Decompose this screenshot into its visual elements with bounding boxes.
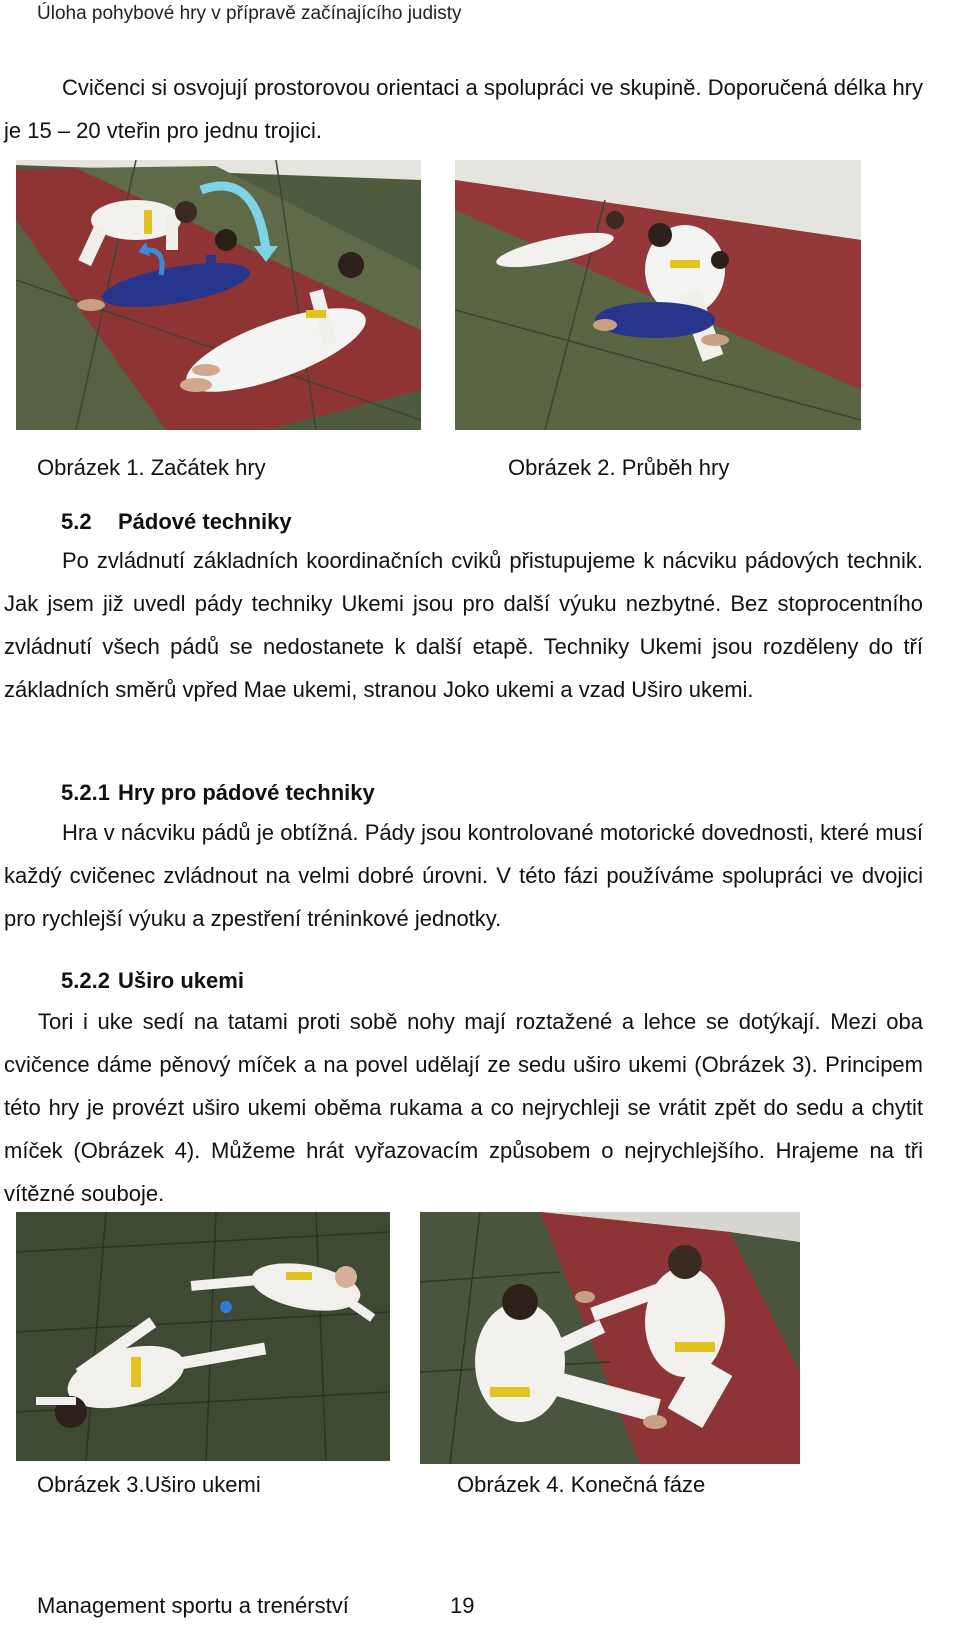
figure-1-photo: [16, 160, 421, 430]
section-5-2-1-title: Hry pro pádové techniky: [118, 780, 375, 805]
photo-judo-two-lying-on-back: [16, 1212, 390, 1461]
figure-2-photo: [455, 160, 861, 430]
figure-2-caption: Obrázek 2. Průběh hry: [508, 455, 730, 480]
photo-judo-children-rolling: [455, 160, 861, 430]
section-5-2-2-number: 5.2.2: [61, 968, 110, 993]
section-5-2-number: 5.2: [61, 509, 92, 534]
running-header: Úloha pohybové hry v přípravě začínajícího judisty: [37, 3, 462, 24]
figure-1-caption: Obrázek 1. Začátek hry: [37, 455, 266, 480]
figure-3-photo: [16, 1212, 390, 1461]
section-5-2-title: Pádové techniky: [118, 509, 292, 534]
photo-judo-three-children-crawling: [16, 160, 421, 430]
footer-text: Management sportu a trenérství: [37, 1593, 349, 1618]
section-5-2-1-paragraph: Hra v nácviku pádů je obtížná. Pády jsou kontrolované motorické dovednosti, které musí každý cvičenec zvládnout na velmi dobré úrovni. V této fázi používáme spolupráci ve dvojici pro rychlejší výuku a zpestření tréninkové jednotky.: [4, 820, 923, 931]
page-number: 19: [450, 1593, 475, 1618]
intro-paragraph: Cvičenci si osvojují prostorovou orientaci a spolupráci ve skupině. Doporučená délka hry je 15 – 20 vteřin pro jednu trojici.: [4, 75, 923, 143]
section-5-2-2-title: Uširo ukemi: [118, 968, 244, 993]
section-5-2-2-paragraph: Tori i uke sedí na tatami proti sobě nohy mají roztažené a lehce se dotýkají. Mezi oba cvičence dáme pěnový míček a na povel udělají ze sedu uširo ukemi (Obrázek 3). Principem této hry je provézt uširo ukemi oběma rukama a co nejrychleji se vrátit zpět do sedu a chytit míček (Obrázek 4). Můžeme hrát vyřazovacím způsobem o nejrychlejšího. Hrajeme na tři vítězné souboje.: [4, 1009, 923, 1206]
figure-3-caption: Obrázek 3.Uširo ukemi: [37, 1472, 261, 1497]
section-5-2-paragraph: Po zvládnutí základních koordinačních cviků přistupujeme k nácviku pádových technik. Jak jsem již uvedl pády techniky Ukemi jsou pro další výuku nezbytné. Bez stoprocentního zvládnutí všech pádů se nedostanete k další etapě. Techniky Ukemi jsou rozděleny do tří základních směrů vpřed Mae ukemi, stranou Joko ukemi a vzad Uširo ukemi.: [4, 548, 923, 702]
section-5-2-1-number: 5.2.1: [61, 780, 110, 805]
photo-judo-two-sitting-feet-together: [420, 1212, 800, 1464]
figure-4-photo: [420, 1212, 800, 1464]
figure-4-caption: Obrázek 4. Konečná fáze: [457, 1472, 706, 1497]
